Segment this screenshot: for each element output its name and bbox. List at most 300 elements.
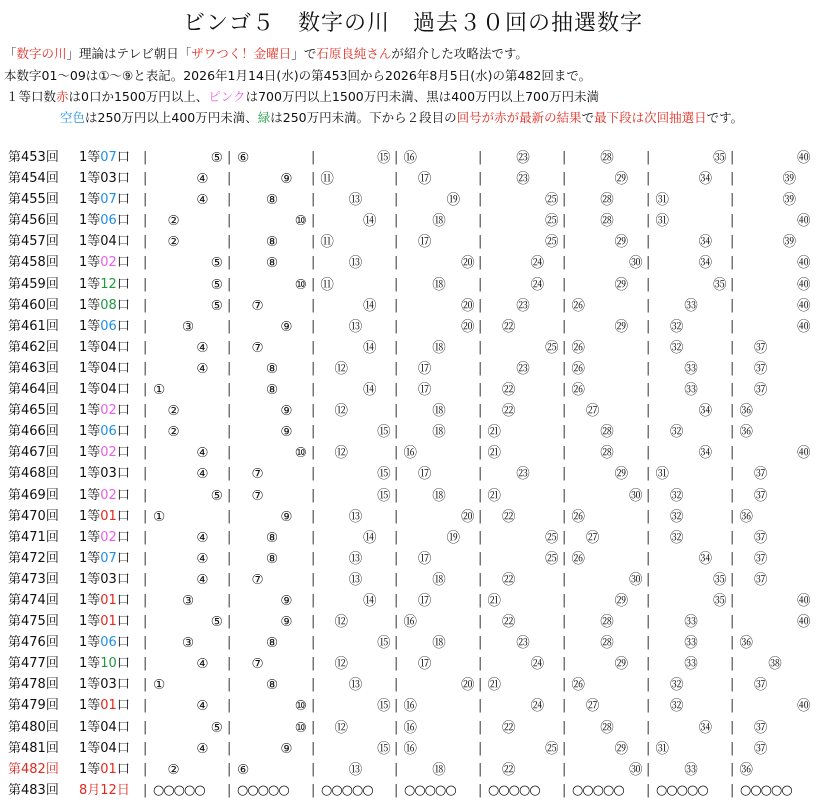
winner-count-value: 04 — [100, 360, 117, 376]
first-prize-count: 1等04口 — [79, 382, 130, 398]
drawn-number: ⑨ — [280, 403, 293, 420]
column-separator: | — [478, 445, 483, 461]
drawn-number: ⑱ — [432, 276, 446, 293]
drawn-number: ⑤ — [210, 614, 223, 631]
drawn-number: ⑬ — [348, 255, 363, 272]
drawn-number: ㊱ — [739, 508, 753, 525]
drawn-number: ㊵ — [797, 150, 811, 166]
page-title: ビンゴ５ 数字の川 過去３０回の抽選数字 — [182, 11, 643, 36]
column-separator: | — [562, 740, 567, 756]
first-prize-count: 1等03口 — [79, 571, 130, 587]
column-separator: | — [227, 719, 232, 735]
winner-count-value: 01 — [100, 614, 117, 630]
column-separator: | — [478, 698, 483, 714]
drawn-number: ㊲ — [753, 339, 768, 356]
winner-count-value: 08 — [100, 297, 117, 313]
column-separator: | — [562, 255, 567, 271]
column-separator: | — [311, 171, 316, 187]
column-separator: | — [646, 150, 651, 165]
drawn-number: ㉛ — [655, 192, 669, 209]
column-separator: | — [478, 677, 483, 693]
column-separator: | — [730, 276, 735, 292]
column-separator: | — [227, 656, 232, 672]
intro-line-4: 空色は250万円以上400万円未満、緑は250万円未満。下から２段目の回号が赤が最新の結果で最下段は次回抽選日です。 — [60, 110, 744, 125]
column-separator: | — [730, 150, 735, 165]
column-separator: | — [730, 403, 735, 419]
drawn-number: ㉟ — [713, 592, 727, 609]
column-separator: | — [562, 466, 567, 482]
column-separator: | — [394, 234, 399, 250]
drawn-number: ㊵ — [797, 276, 811, 293]
drawn-number: ㊵ — [797, 445, 811, 462]
column-separator: | — [478, 297, 483, 313]
draw-number: 第480回 — [8, 719, 59, 735]
drawn-number: ⑳ — [461, 297, 475, 314]
first-prize-count: 1等01口 — [79, 592, 130, 608]
winner-count-value: 03 — [100, 171, 117, 187]
column-separator: | — [311, 592, 316, 608]
drawn-number: ㊱ — [739, 635, 753, 652]
column-separator: | — [394, 445, 399, 461]
drawn-number: ⑱ — [432, 213, 446, 230]
column-separator: | — [143, 529, 148, 545]
column-separator: | — [227, 318, 232, 334]
drawn-number: ① — [153, 382, 166, 399]
column-separator: | — [143, 508, 148, 524]
drawn-number: ㉗ — [585, 403, 600, 420]
table-row — [0, 298, 826, 319]
column-separator: | — [478, 150, 483, 165]
column-separator: | — [478, 339, 483, 355]
drawn-number: ㉘ — [600, 635, 614, 652]
column-separator: | — [730, 782, 735, 798]
column-separator: | — [227, 255, 232, 271]
column-separator: | — [730, 656, 735, 672]
drawn-number: ㊵ — [797, 255, 811, 272]
drawn-number: ㉝ — [684, 297, 698, 314]
winner-count-value: 12 — [100, 276, 117, 292]
column-separator: | — [730, 592, 735, 608]
drawn-number: ㉞ — [698, 403, 713, 420]
column-separator: | — [227, 424, 232, 440]
drawn-number: ⑰ — [417, 466, 432, 483]
column-separator: | — [478, 782, 483, 798]
column-separator: | — [227, 403, 232, 419]
drawn-number: ⑨ — [280, 592, 293, 609]
column-separator: | — [562, 360, 567, 376]
first-prize-count: 1等04口 — [79, 740, 130, 756]
drawn-number: ㉝ — [684, 656, 698, 673]
column-separator: | — [311, 656, 316, 672]
drawn-number: ㊲ — [753, 360, 768, 377]
drawn-number: ㉒ — [501, 571, 516, 588]
drawn-number: ㉒ — [501, 382, 516, 399]
drawn-number: ㊲ — [753, 382, 768, 399]
drawn-number: ④ — [196, 571, 209, 588]
winner-count-value: 04 — [100, 719, 117, 735]
first-prize-count: 1等04口 — [79, 339, 130, 355]
column-separator: | — [730, 339, 735, 355]
column-separator: | — [562, 192, 567, 208]
column-separator: | — [143, 424, 148, 440]
first-prize-count: 1等08口 — [79, 297, 130, 313]
draw-number: 第463回 — [8, 360, 59, 376]
column-separator: | — [646, 234, 651, 250]
draw-number: 第455回 — [8, 192, 59, 208]
column-separator: | — [143, 550, 148, 566]
column-separator: | — [730, 297, 735, 313]
table-row — [0, 424, 826, 445]
drawn-number: ㉔ — [530, 656, 545, 673]
first-prize-count: 1等02口 — [79, 487, 130, 503]
drawn-number: ⑮ — [377, 635, 391, 652]
winner-count-value: 02 — [100, 445, 117, 461]
column-separator: | — [143, 171, 148, 187]
draw-number: 第474回 — [8, 592, 59, 608]
drawn-number: ⑯ — [403, 719, 417, 736]
draw-number: 第473回 — [8, 571, 59, 587]
column-separator: | — [143, 571, 148, 587]
column-separator: | — [730, 550, 735, 566]
drawn-number: ㉙ — [614, 656, 629, 673]
drawn-number: ㉜ — [669, 508, 684, 525]
column-separator: | — [478, 382, 483, 398]
column-separator: | — [478, 466, 483, 482]
column-separator: | — [227, 529, 232, 545]
drawn-number: ⑥ — [237, 150, 250, 166]
column-separator: | — [730, 445, 735, 461]
draw-number: 第475回 — [8, 614, 59, 630]
drawn-number: ⑬ — [348, 192, 363, 209]
drawn-number: ㉕ — [545, 529, 559, 546]
column-separator: | — [730, 761, 735, 777]
column-separator: | — [143, 656, 148, 672]
column-separator: | — [227, 339, 232, 355]
column-separator: | — [227, 782, 232, 798]
column-separator: | — [646, 276, 651, 292]
column-separator: | — [730, 382, 735, 398]
drawn-number: ⑭ — [362, 382, 377, 399]
drawn-number: ⑯ — [403, 740, 417, 757]
column-separator: | — [311, 550, 316, 566]
column-separator: | — [143, 614, 148, 630]
column-separator: | — [227, 150, 232, 165]
drawn-number: ㉔ — [530, 255, 545, 272]
winner-count-value: 02 — [100, 487, 117, 503]
drawn-number: ㉚ — [629, 487, 643, 504]
column-separator: | — [143, 150, 148, 165]
column-separator: | — [143, 192, 148, 208]
column-separator: | — [730, 508, 735, 524]
drawn-number: ⑭ — [362, 592, 377, 609]
drawn-number: ㊴ — [782, 234, 797, 251]
drawn-number: ⑧ — [265, 677, 279, 694]
drawn-number: ⑭ — [362, 297, 377, 314]
column-separator: | — [394, 508, 399, 524]
column-separator: | — [311, 614, 316, 630]
column-separator: | — [311, 382, 316, 398]
column-separator: | — [478, 255, 483, 271]
winner-count-value: 02 — [100, 255, 117, 271]
drawn-number: ⑱ — [432, 487, 446, 504]
column-separator: | — [478, 424, 483, 440]
column-separator: | — [562, 761, 567, 777]
first-prize-count: 1等04口 — [79, 719, 130, 735]
column-separator: | — [730, 213, 735, 229]
drawn-number: ㉕ — [545, 740, 559, 757]
column-separator: | — [227, 192, 232, 208]
column-separator: | — [143, 592, 148, 608]
first-prize-count: 1等01口 — [79, 508, 130, 524]
drawn-number: ㉓ — [516, 635, 530, 652]
drawn-number: ⑧ — [265, 550, 279, 567]
column-separator: | — [311, 150, 316, 165]
column-separator: | — [646, 424, 651, 440]
column-separator: | — [730, 192, 735, 208]
column-separator: | — [478, 171, 483, 187]
column-separator: | — [562, 698, 567, 714]
table-row — [0, 445, 826, 466]
column-separator: | — [394, 550, 399, 566]
drawn-number: ⑨ — [280, 508, 293, 525]
column-separator: | — [562, 297, 567, 313]
drawn-number: ㉝ — [684, 360, 698, 377]
drawn-number: ⑦ — [251, 571, 264, 588]
drawn-number: ㉕ — [545, 550, 559, 567]
drawn-number: ⑨ — [280, 614, 293, 631]
drawn-number: ⑦ — [251, 656, 264, 673]
drawn-number: ⑯ — [403, 445, 417, 462]
draw-number: 第481回 — [8, 740, 59, 756]
drawn-number: ⑧ — [265, 255, 279, 272]
column-separator: | — [311, 360, 316, 376]
table-row — [0, 361, 826, 382]
drawn-number: ㉗ — [585, 529, 600, 546]
column-separator: | — [311, 424, 316, 440]
first-prize-count: 1等04口 — [79, 234, 130, 250]
column-separator: | — [227, 635, 232, 651]
column-separator: | — [730, 698, 735, 714]
drawn-number: ② — [167, 424, 180, 441]
first-prize-count: 1等06口 — [79, 635, 130, 651]
drawn-number: ㊲ — [753, 487, 768, 504]
table-row — [0, 509, 826, 530]
winner-count-value: 02 — [100, 403, 117, 419]
column-separator: | — [143, 382, 148, 398]
column-separator: | — [143, 339, 148, 355]
column-separator: | — [478, 719, 483, 735]
drawn-number: ㊵ — [797, 213, 811, 230]
drawn-number: ⑰ — [417, 550, 432, 567]
drawn-number: ㉖ — [571, 297, 585, 314]
table-row — [0, 635, 826, 656]
column-separator: | — [730, 719, 735, 735]
column-separator: | — [562, 782, 567, 798]
drawn-number: ㉛ — [655, 213, 669, 230]
drawn-number: ㉟ — [713, 276, 727, 293]
drawn-number: ㉑ — [487, 487, 501, 504]
column-separator: | — [227, 571, 232, 587]
column-separator: | — [478, 761, 483, 777]
column-separator: | — [562, 276, 567, 292]
first-prize-count: 1等02口 — [79, 529, 130, 545]
drawn-number: ⑱ — [432, 339, 446, 356]
drawn-number: ㉝ — [684, 635, 698, 652]
column-separator: | — [394, 782, 399, 798]
drawn-number: ㉘ — [600, 213, 614, 230]
drawn-number: ㉞ — [698, 171, 713, 188]
column-separator: | — [311, 571, 316, 587]
next-draw-row — [0, 783, 826, 804]
column-separator: | — [478, 635, 483, 651]
column-separator: | — [646, 635, 651, 651]
winner-count-value: 02 — [100, 529, 117, 545]
draw-number: 第454回 — [8, 171, 59, 187]
column-separator: | — [478, 614, 483, 630]
winner-count-value: 07 — [100, 192, 117, 208]
column-separator: | — [562, 150, 567, 165]
column-separator: | — [646, 382, 651, 398]
results-table — [0, 150, 826, 804]
number-placeholder: ○○○○○ — [656, 782, 708, 798]
column-separator: | — [730, 677, 735, 693]
drawn-number: ㉜ — [669, 318, 684, 335]
column-separator: | — [562, 550, 567, 566]
winner-count-value: 04 — [100, 339, 117, 355]
drawn-number: ㉞ — [698, 255, 713, 272]
draw-number: 第464回 — [8, 382, 59, 398]
drawn-number: ⑩ — [294, 719, 307, 736]
table-row — [0, 466, 826, 487]
drawn-number: ㉒ — [501, 761, 516, 778]
drawn-number: ② — [167, 761, 180, 778]
drawn-number: ④ — [196, 466, 209, 483]
column-separator: | — [394, 150, 399, 165]
column-separator: | — [646, 339, 651, 355]
first-prize-count: 1等06口 — [79, 213, 130, 229]
drawn-number: ⑪ — [320, 171, 334, 188]
first-prize-count: 1等07口 — [79, 550, 130, 566]
drawn-number: ㉜ — [669, 698, 684, 715]
drawn-number: ㊲ — [753, 466, 768, 483]
column-separator: | — [478, 740, 483, 756]
drawn-number: ④ — [196, 445, 209, 462]
drawn-number: ㉕ — [545, 339, 559, 356]
drawn-number: ㉗ — [585, 698, 600, 715]
drawn-number: ㉙ — [614, 318, 629, 335]
drawn-number: ㉓ — [516, 171, 530, 188]
column-separator: | — [143, 740, 148, 756]
drawn-number: ㉕ — [545, 213, 559, 230]
column-separator: | — [227, 614, 232, 630]
drawn-number: ⑩ — [294, 445, 307, 462]
column-separator: | — [227, 740, 232, 756]
drawn-number: ④ — [196, 529, 209, 546]
draw-number: 第483回 — [8, 782, 59, 798]
column-separator: | — [730, 614, 735, 630]
column-separator: | — [646, 487, 651, 503]
drawn-number: ⑰ — [417, 382, 432, 399]
drawn-number: ⑱ — [432, 403, 446, 420]
column-separator: | — [562, 318, 567, 334]
column-separator: | — [143, 635, 148, 651]
drawn-number: ⑫ — [334, 403, 349, 420]
number-placeholder: ○○○○○ — [237, 782, 289, 798]
intro-line-1: 「数字の川」理論はテレビ朝日「ザワつく！金曜日」で石原良純さんが紹介した攻略法です。 — [4, 46, 528, 61]
drawn-number: ㉓ — [516, 150, 530, 166]
next-draw-date: 8月12日 — [79, 782, 130, 798]
drawn-number: ㊲ — [753, 550, 768, 567]
column-separator: | — [562, 234, 567, 250]
winner-count-value: 06 — [100, 424, 117, 440]
winner-count-value: 04 — [100, 740, 117, 756]
draw-number: 第478回 — [8, 677, 59, 693]
column-separator: | — [646, 297, 651, 313]
column-separator: | — [646, 614, 651, 630]
winner-count-value: 01 — [100, 698, 117, 714]
winner-count-value: 03 — [100, 571, 117, 587]
first-prize-count: 1等01口 — [79, 614, 130, 630]
column-separator: | — [394, 213, 399, 229]
first-prize-count: 1等03口 — [79, 466, 130, 482]
drawn-number: ⑫ — [334, 445, 349, 462]
column-separator: | — [646, 550, 651, 566]
drawn-number: ⑱ — [432, 424, 446, 441]
column-separator: | — [227, 508, 232, 524]
column-separator: | — [143, 782, 148, 798]
column-separator: | — [562, 445, 567, 461]
drawn-number: ⑤ — [210, 487, 223, 504]
drawn-number: ㊵ — [797, 592, 811, 609]
drawn-number: ㉘ — [600, 424, 614, 441]
winner-count-value: 03 — [100, 677, 117, 693]
column-separator: | — [227, 171, 232, 187]
drawn-number: ㉝ — [684, 614, 698, 631]
drawn-number: ㉙ — [614, 276, 629, 293]
table-row — [0, 234, 826, 255]
column-separator: | — [562, 529, 567, 545]
drawn-number: ⑭ — [362, 529, 377, 546]
column-separator: | — [311, 234, 316, 250]
column-separator: | — [478, 571, 483, 587]
first-prize-count: 1等06口 — [79, 318, 130, 334]
drawn-number: ② — [167, 213, 180, 230]
column-separator: | — [227, 487, 232, 503]
column-separator: | — [562, 677, 567, 693]
drawn-number: ④ — [196, 698, 209, 715]
column-separator: | — [646, 360, 651, 376]
column-separator: | — [143, 719, 148, 735]
drawn-number: ㉖ — [571, 550, 585, 567]
column-separator: | — [311, 255, 316, 271]
column-separator: | — [730, 255, 735, 271]
column-separator: | — [478, 360, 483, 376]
table-row — [0, 171, 826, 192]
column-separator: | — [646, 318, 651, 334]
drawn-number: ㉚ — [629, 571, 643, 588]
drawn-number: ㉞ — [698, 445, 713, 462]
table-row — [0, 614, 826, 635]
drawn-number: ㉘ — [600, 445, 614, 462]
column-separator: | — [730, 571, 735, 587]
drawn-number: ㉒ — [501, 403, 516, 420]
drawn-number: ㉟ — [713, 571, 727, 588]
winner-count-value: 10 — [100, 656, 117, 672]
drawn-number: ㉘ — [600, 192, 614, 209]
first-prize-count: 1等03口 — [79, 677, 130, 693]
column-separator: | — [562, 382, 567, 398]
drawn-number: ⑳ — [461, 318, 475, 335]
